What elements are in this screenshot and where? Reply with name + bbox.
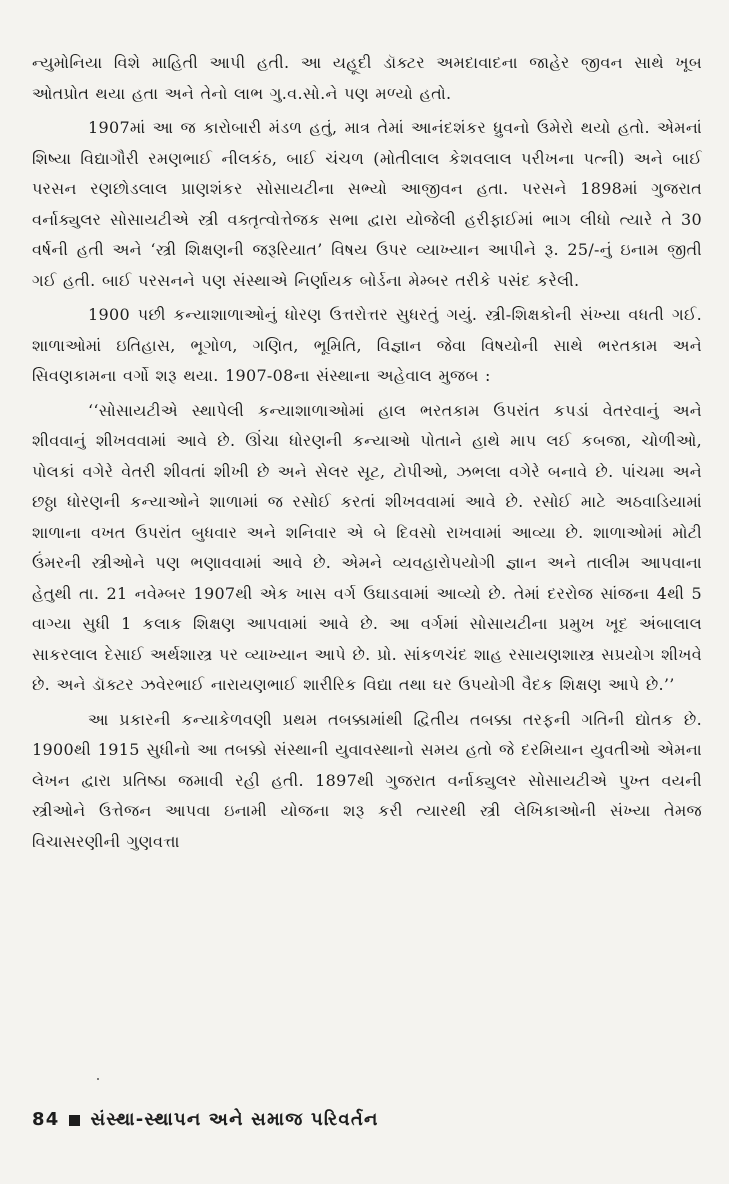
book-title: સંસ્થા-સ્થાપન અને સમાજ પરિવર્તન — [90, 1109, 379, 1130]
paragraph-1900-schools: 1900 પછી કન્યાશાળાઓનું ધોરણ ઉત્તરોત્તર સુધરતું ગયું. સ્ત્રી-શિક્ષકોની સંખ્યા વધતી ગઈ. શાળાઓમાં ઇતિહાસ, ભૂગોળ, ગણિત, ભૂમિતિ, વિજ્ઞાન જેવા વિષયોની સાથે ભરતકામ અને સિવણકામના વર્ગો શરૂ થયા. 1907-08ના સંસ્થાના અહેવાલ મુજબ : — [32, 305, 702, 385]
paragraph-1907-committee: 1907માં આ જ કારોબારી મંડળ હતું, માત્ર તેમાં આનંદશંકર ધ્રુવનો ઉમેરો થયો હતો. એમનાં શિષ્યા વિદ્યાગૌરી રમણભાઈ નીલકંઠ, બાઈ ચંચળ (મોતીલાલ કેશવલાલ પરીખના પત્ની) અને બાઈ પરસન રણછોડલાલ પ્રાણશંકર સોસાયટીના સભ્યો આજીવન હતા. પરસને 1898માં ગુજરાત વર્નાક્યુલર સોસાયટીએ સ્ત્રી વક્તૃત્વોત્તેજક સભા દ્વારા યોજેલી હરીફાઈમાં ભાગ લીધો ત્યારે તે 30 વર્ષની હતી અને ‘સ્ત્રી શિક્ષણની જરૂરિયાત’ વિષય ઉપર વ્યાખ્યાન આપીને રૂ. 25/-નું ઇનામ જીતી ગઈ હતી. બાઈ પરસનને પણ સંસ્થાએ નિર્ણાયક બોર્ડના મેમ્બર તરીકે પસંદ કરેલી. — [32, 118, 702, 290]
square-bullet-icon — [69, 1115, 80, 1126]
page-footer — [32, 1106, 702, 1134]
print-speck — [97, 1078, 99, 1080]
body-text — [32, 48, 702, 857]
paragraph-education-phase: આ પ્રકારની કન્યાકેળવણી પ્રથમ તબક્કામાંથી દ્વિતીય તબક્કા તરફની ગતિની દ્યોતક છે. 1900થી 1915 સુધીનો આ તબક્કો સંસ્થાની યુવાવસ્થાનો સમય હતો જે દરમિયાન યુવતીઓ એમના લેખન દ્વારા પ્રતિષ્ઠા જમાવી રહી હતી. 1897થી ગુજરાત વર્નાક્યુલર સોસાયટીએ પુખ્ત વયની સ્ત્રીઓને ઉત્તેજન આપવા ઇનામી યોજના શરૂ કરી ત્યારથી સ્ત્રી લેખિકાઓની સંખ્યા તેમજ વિચાસરણીની ગુણવત્તા — [32, 709, 702, 851]
paragraph-continuation: ન્યુમોનિયા વિશે માહિતી આપી હતી. આ યહૂદી ડૉક્ટર અમદાવાદના જાહેર જીવન સાથે ખૂબ ઓતપ્રોત થયા હતા અને તેનો લાભ ગુ.વ.સો.ને પણ મળ્યો હતો. — [32, 53, 702, 103]
page-number: 84 — [32, 1109, 60, 1130]
quoted-report: ‘‘સોસાયટીએ સ્થાપેલી કન્યાશાળાઓમાં હાલ ભરતકામ ઉપરાંત કપડાં વેતરવાનું અને શીવવાનું શીખવવામાં આવે છે. ઊંચા ધોરણની કન્યાઓ પોતાને હાથે માપ લઈ કબજા, ચોળીઓ, પોલકાં વગેરે વેતરી શીવતાં શીખી છે અને સેલર સૂટ, ટોપીઓ, ઝભલા વગેરે બનાવે છે. પાંચમા અને છઠ્ઠા ધોરણની કન્યાઓને શાળામાં જ રસોઈ કરતાં શીખવવામાં આવે છે. રસોઈ માટે અઠવાડિયામાં શાળાના વખત ઉપરાંત બુધવાર અને શનિવાર એ બે દિવસો રાખવામાં આવ્યા છે. શાળાઓમાં મોટી ઉંમરની સ્ત્રીઓને પણ ભણાવવામાં આવે છે. એમને વ્યવહારોપયોગી જ્ઞાન અને તાલીમ આપવાના હેતુથી તા. 21 નવેમ્બર 1907થી એક ખાસ વર્ગ ઉઘાડવામાં આવ્યો છે. તેમાં દરરોજ સાંજના 4થી 5 વાગ્યા સુધી 1 કલાક શિક્ષણ આપવામાં આવે છે. આ વર્ગમાં સોસાયટીના પ્રમુખ ખૂદ અંબાલાલ સાકરલાલ દેસાઈ અર્થશાસ્ત્ર પર વ્યાખ્યાન આપે છે. પ્રો. સાંકળચંદ શાહ રસાયણશાસ્ત્ર સપ્રયોગ શીખવે છે. અને ડૉક્ટર ઝવેરભાઈ નારાયણભાઈ શારીરિક વિદ્યા તથા ઘર ઉપયોગી વૈદક શિક્ષણ આપે છે.’’ — [32, 400, 702, 694]
